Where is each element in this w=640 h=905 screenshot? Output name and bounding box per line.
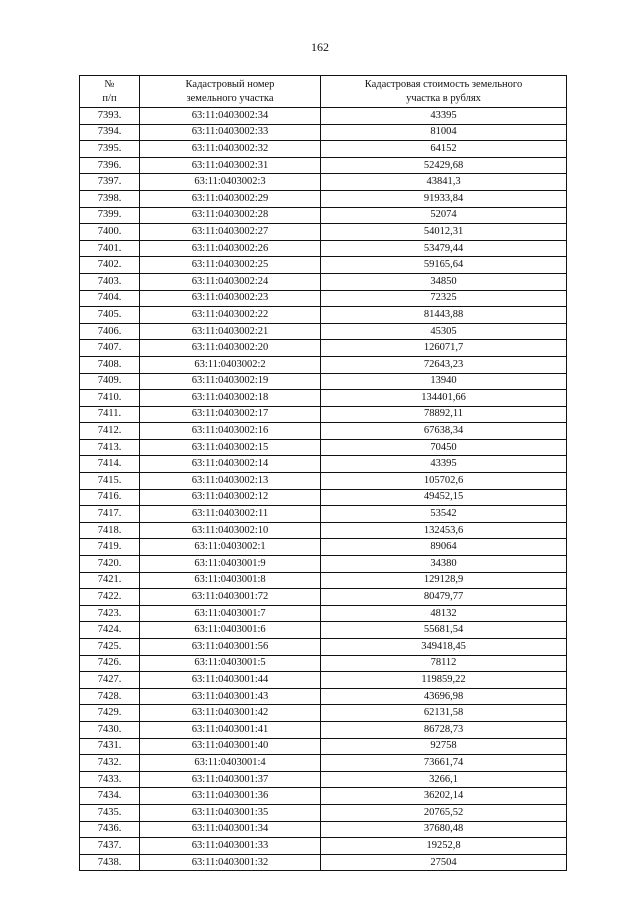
table-row (80, 838, 567, 855)
table-row (80, 721, 567, 738)
table-row (80, 639, 567, 656)
table-body (80, 108, 567, 871)
cadastral-value-cell: 86728,73 (321, 721, 567, 738)
cadastral-number-cell: 63:11:0403002:19 (140, 373, 321, 390)
cadastral-number-cell: 63:11:0403002:31 (140, 157, 321, 174)
cadastral-value-cell: 70450 (321, 439, 567, 456)
row-number-cell: 7413. (80, 439, 140, 456)
table-row (80, 622, 567, 639)
cadastral-value-cell: 52429,68 (321, 157, 567, 174)
cadastral-value-cell: 36202,14 (321, 788, 567, 805)
table-row (80, 804, 567, 821)
cadastral-number-cell: 63:11:0403002:15 (140, 439, 321, 456)
row-number-cell: 7394. (80, 124, 140, 141)
cadastral-number-cell: 63:11:0403001:43 (140, 688, 321, 705)
cadastral-number-cell: 63:11:0403002:27 (140, 224, 321, 241)
cadastral-number-cell: 63:11:0403001:7 (140, 605, 321, 622)
cadastral-value-cell: 19252,8 (321, 838, 567, 855)
header-cadastral-number-line2: земельного участка (186, 92, 274, 104)
header-row-number (80, 76, 140, 108)
row-number-cell: 7424. (80, 622, 140, 639)
row-number-cell: 7410. (80, 390, 140, 407)
cadastral-number-cell: 63:11:0403002:17 (140, 406, 321, 423)
row-number-cell: 7407. (80, 340, 140, 357)
row-number-cell: 7409. (80, 373, 140, 390)
row-number-cell: 7437. (80, 838, 140, 855)
cadastral-value-table (79, 75, 567, 871)
row-number-cell: 7422. (80, 589, 140, 606)
table-row (80, 108, 567, 125)
cadastral-number-cell: 63:11:0403001:56 (140, 639, 321, 656)
row-number-cell: 7401. (80, 240, 140, 257)
row-number-cell: 7434. (80, 788, 140, 805)
cadastral-number-cell: 63:11:0403002:26 (140, 240, 321, 257)
cadastral-number-cell: 63:11:0403002:28 (140, 207, 321, 224)
table-row (80, 406, 567, 423)
table-row (80, 340, 567, 357)
table-row (80, 522, 567, 539)
cadastral-number-cell: 63:11:0403002:18 (140, 390, 321, 407)
cadastral-value-cell: 64152 (321, 141, 567, 158)
cadastral-number-cell: 63:11:0403002:29 (140, 190, 321, 207)
table-row (80, 190, 567, 207)
cadastral-number-cell: 63:11:0403002:33 (140, 124, 321, 141)
cadastral-number-cell: 63:11:0403002:12 (140, 489, 321, 506)
cadastral-value-cell: 80479,77 (321, 589, 567, 606)
cadastral-value-cell: 72643,23 (321, 356, 567, 373)
cadastral-number-cell: 63:11:0403002:32 (140, 141, 321, 158)
table-row (80, 605, 567, 622)
cadastral-number-cell: 63:11:0403001:9 (140, 556, 321, 573)
cadastral-number-cell: 63:11:0403001:37 (140, 771, 321, 788)
table-row (80, 356, 567, 373)
cadastral-number-cell: 63:11:0403002:2 (140, 356, 321, 373)
cadastral-value-cell: 67638,34 (321, 423, 567, 440)
row-number-cell: 7403. (80, 273, 140, 290)
cadastral-value-cell: 27504 (321, 854, 567, 871)
cadastral-number-cell: 63:11:0403002:14 (140, 456, 321, 473)
cadastral-number-cell: 63:11:0403002:24 (140, 273, 321, 290)
cadastral-value-cell: 20765,52 (321, 804, 567, 821)
table-row (80, 290, 567, 307)
cadastral-number-cell: 63:11:0403002:20 (140, 340, 321, 357)
table-row (80, 456, 567, 473)
table-row (80, 174, 567, 191)
cadastral-value-cell: 49452,15 (321, 489, 567, 506)
cadastral-value-cell: 78892,11 (321, 406, 567, 423)
table-row (80, 489, 567, 506)
table-row (80, 556, 567, 573)
row-number-cell: 7419. (80, 539, 140, 556)
header-cadastral-number (140, 76, 321, 108)
table-row (80, 423, 567, 440)
cadastral-number-cell: 63:11:0403001:4 (140, 755, 321, 772)
table-row (80, 821, 567, 838)
cadastral-number-cell: 63:11:0403001:41 (140, 721, 321, 738)
cadastral-number-cell: 63:11:0403001:42 (140, 705, 321, 722)
row-number-cell: 7425. (80, 639, 140, 656)
row-number-cell: 7433. (80, 771, 140, 788)
cadastral-number-cell: 63:11:0403001:32 (140, 854, 321, 871)
table-row (80, 572, 567, 589)
cadastral-value-cell: 53542 (321, 506, 567, 523)
cadastral-number-cell: 63:11:0403001:72 (140, 589, 321, 606)
cadastral-number-cell: 63:11:0403001:35 (140, 804, 321, 821)
cadastral-value-cell: 92758 (321, 738, 567, 755)
header-cadastral-number-line1: Кадастровый номер (185, 78, 275, 90)
table-row (80, 506, 567, 523)
row-number-cell: 7430. (80, 721, 140, 738)
cadastral-value-cell: 105702,6 (321, 473, 567, 490)
cadastral-number-cell: 63:11:0403002:10 (140, 522, 321, 539)
cadastral-number-cell: 63:11:0403001:5 (140, 655, 321, 672)
row-number-cell: 7408. (80, 356, 140, 373)
cadastral-value-cell: 53479,44 (321, 240, 567, 257)
cadastral-value-cell: 34380 (321, 556, 567, 573)
row-number-cell: 7432. (80, 755, 140, 772)
table-row (80, 473, 567, 490)
table-row (80, 439, 567, 456)
cadastral-value-cell: 78112 (321, 655, 567, 672)
cadastral-number-cell: 63:11:0403001:6 (140, 622, 321, 639)
cadastral-number-cell: 63:11:0403001:36 (140, 788, 321, 805)
cadastral-value-cell: 81004 (321, 124, 567, 141)
table-row (80, 207, 567, 224)
table-row (80, 157, 567, 174)
row-number-cell: 7429. (80, 705, 140, 722)
table-row (80, 655, 567, 672)
row-number-cell: 7399. (80, 207, 140, 224)
header-cadastral-value (321, 76, 567, 108)
page-number: 162 (311, 40, 329, 54)
cadastral-value-cell: 129128,9 (321, 572, 567, 589)
cadastral-value-cell: 91933,84 (321, 190, 567, 207)
header-cadastral-value-line1: Кадастровая стоимость земельного (364, 78, 523, 90)
table-row (80, 755, 567, 772)
table-row (80, 141, 567, 158)
table-row (80, 589, 567, 606)
cadastral-value-cell: 3266,1 (321, 771, 567, 788)
cadastral-value-cell: 349418,45 (321, 639, 567, 656)
cadastral-number-cell: 63:11:0403001:8 (140, 572, 321, 589)
table-row (80, 307, 567, 324)
row-number-cell: 7404. (80, 290, 140, 307)
cadastral-value-cell: 62131,58 (321, 705, 567, 722)
cadastral-value-cell: 52074 (321, 207, 567, 224)
cadastral-number-cell: 63:11:0403002:21 (140, 323, 321, 340)
row-number-cell: 7402. (80, 257, 140, 274)
table-row (80, 390, 567, 407)
row-number-cell: 7428. (80, 688, 140, 705)
table-row (80, 688, 567, 705)
cadastral-number-cell: 63:11:0403001:44 (140, 672, 321, 689)
row-number-cell: 7438. (80, 854, 140, 871)
row-number-cell: 7395. (80, 141, 140, 158)
cadastral-value-cell: 55681,54 (321, 622, 567, 639)
cadastral-value-cell: 13940 (321, 373, 567, 390)
table-row (80, 672, 567, 689)
row-number-cell: 7423. (80, 605, 140, 622)
cadastral-value-cell: 45305 (321, 323, 567, 340)
cadastral-number-cell: 63:11:0403002:3 (140, 174, 321, 191)
row-number-cell: 7412. (80, 423, 140, 440)
cadastral-number-cell: 63:11:0403002:25 (140, 257, 321, 274)
cadastral-number-cell: 63:11:0403001:33 (140, 838, 321, 855)
cadastral-value-cell: 81443,88 (321, 307, 567, 324)
table-row (80, 224, 567, 241)
row-number-cell: 7414. (80, 456, 140, 473)
table-row (80, 257, 567, 274)
header-row-number-line1: № (104, 78, 115, 90)
cadastral-number-cell: 63:11:0403002:1 (140, 539, 321, 556)
cadastral-value-cell: 34850 (321, 273, 567, 290)
row-number-cell: 7418. (80, 522, 140, 539)
cadastral-value-cell: 72325 (321, 290, 567, 307)
row-number-cell: 7420. (80, 556, 140, 573)
row-number-cell: 7415. (80, 473, 140, 490)
row-number-cell: 7426. (80, 655, 140, 672)
row-number-cell: 7416. (80, 489, 140, 506)
header-row (80, 76, 567, 108)
cadastral-value-cell: 132453,6 (321, 522, 567, 539)
cadastral-value-cell: 134401,66 (321, 390, 567, 407)
row-number-cell: 7427. (80, 672, 140, 689)
row-number-cell: 7400. (80, 224, 140, 241)
cadastral-value-cell: 48132 (321, 605, 567, 622)
table-row (80, 373, 567, 390)
row-number-cell: 7421. (80, 572, 140, 589)
cadastral-number-cell: 63:11:0403002:22 (140, 307, 321, 324)
row-number-cell: 7431. (80, 738, 140, 755)
cadastral-value-cell: 119859,22 (321, 672, 567, 689)
cadastral-value-cell: 89064 (321, 539, 567, 556)
cadastral-number-cell: 63:11:0403002:13 (140, 473, 321, 490)
cadastral-value-cell: 126071,7 (321, 340, 567, 357)
cadastral-value-cell: 43395 (321, 456, 567, 473)
table-row (80, 124, 567, 141)
cadastral-number-cell: 63:11:0403002:11 (140, 506, 321, 523)
cadastral-number-cell: 63:11:0403001:40 (140, 738, 321, 755)
row-number-cell: 7417. (80, 506, 140, 523)
table-row (80, 854, 567, 871)
cadastral-number-cell: 63:11:0403002:23 (140, 290, 321, 307)
row-number-cell: 7398. (80, 190, 140, 207)
header-row-number-line2: п/п (102, 92, 117, 104)
cadastral-value-cell: 54012,31 (321, 224, 567, 241)
row-number-cell: 7393. (80, 108, 140, 125)
cadastral-value-cell: 73661,74 (321, 755, 567, 772)
row-number-cell: 7397. (80, 174, 140, 191)
table-row (80, 323, 567, 340)
cadastral-value-cell: 37680,48 (321, 821, 567, 838)
table-row (80, 539, 567, 556)
table-row (80, 771, 567, 788)
cadastral-number-cell: 63:11:0403001:34 (140, 821, 321, 838)
table-row (80, 705, 567, 722)
row-number-cell: 7436. (80, 821, 140, 838)
table-row (80, 273, 567, 290)
row-number-cell: 7396. (80, 157, 140, 174)
cadastral-number-cell: 63:11:0403002:16 (140, 423, 321, 440)
table-header (80, 76, 567, 108)
cadastral-value-cell: 43841,3 (321, 174, 567, 191)
row-number-cell: 7406. (80, 323, 140, 340)
row-number-cell: 7411. (80, 406, 140, 423)
table-row (80, 738, 567, 755)
table-row (80, 788, 567, 805)
header-cadastral-value-line2: участка в рублях (406, 92, 481, 104)
cadastral-value-cell: 43395 (321, 108, 567, 125)
cadastral-value-cell: 43696,98 (321, 688, 567, 705)
cadastral-number-cell: 63:11:0403002:34 (140, 108, 321, 125)
table-row (80, 240, 567, 257)
cadastral-value-cell: 59165,64 (321, 257, 567, 274)
row-number-cell: 7435. (80, 804, 140, 821)
row-number-cell: 7405. (80, 307, 140, 324)
